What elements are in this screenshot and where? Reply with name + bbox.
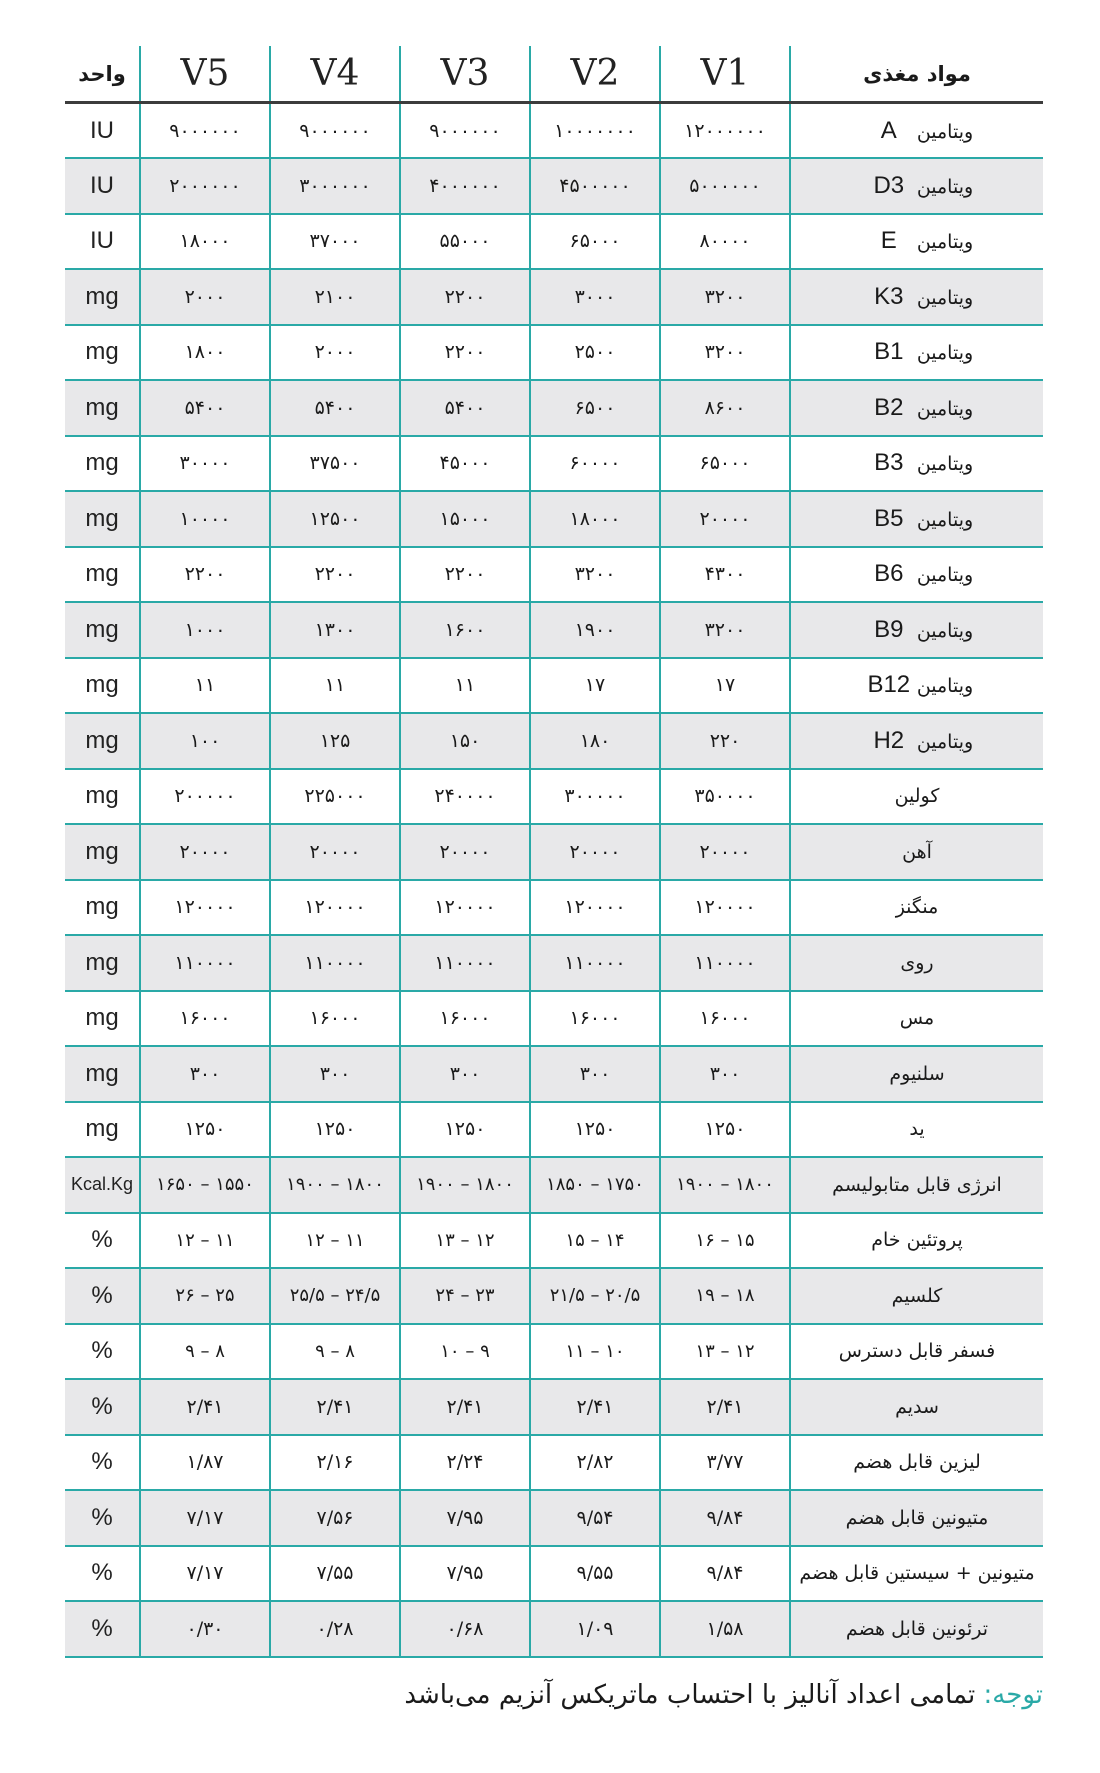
value-cell-v4: ۷/۵۵ — [270, 1546, 400, 1602]
table-row — [65, 380, 1043, 436]
value-cell-v4: ۹۰۰۰۰۰۰ — [270, 103, 400, 159]
nutrient-name-cell — [790, 103, 1043, 159]
value-cell-v5: ۱۶۰۰۰ — [140, 991, 270, 1047]
value-cell-v1: ۹/۸۴ — [660, 1546, 790, 1602]
value-cell-v3: ۱۵۰۰۰ — [400, 491, 530, 547]
nutrient-name-cell — [790, 325, 1043, 381]
vitamin-code: B12 — [867, 671, 911, 699]
value-cell-v5: ۲۵ – ۲۶ — [140, 1268, 270, 1324]
unit-cell: % — [65, 1213, 140, 1269]
value-cell-v2: ۲۰۰۰۰ — [530, 824, 660, 880]
table-row — [65, 1546, 1043, 1602]
value-cell-v3: ۲۲۰۰ — [400, 547, 530, 603]
value-cell-v1: ۵۰۰۰۰۰۰ — [660, 158, 790, 214]
value-cell-v2: ۶۰۰۰۰ — [530, 436, 660, 492]
value-cell-v2: ۱۰ – ۱۱ — [530, 1324, 660, 1380]
table-row — [65, 1490, 1043, 1546]
value-cell-v1: ۱۷ — [660, 658, 790, 714]
column-header-v2: V2 — [530, 46, 660, 103]
value-cell-v2: ۹/۵۵ — [530, 1546, 660, 1602]
value-cell-v2: ۱۲۵۰ — [530, 1102, 660, 1158]
nutrient-column-header: مواد مغذی — [790, 46, 1043, 103]
nutrient-name-cell — [790, 1268, 1043, 1324]
table-row — [65, 935, 1043, 991]
value-cell-v5: ۲۰۰۰۰۰۰ — [140, 158, 270, 214]
vitamin-code: K3 — [874, 282, 904, 310]
value-cell-v5: ۱۱ – ۱۲ — [140, 1213, 270, 1269]
nutrient-name-cell — [790, 991, 1043, 1047]
value-cell-v5: ۰/۳۰ — [140, 1601, 270, 1657]
nutrient-label: ویتامین — [916, 675, 974, 698]
value-cell-v3: ۱۸۰۰ – ۱۹۰۰ — [400, 1157, 530, 1213]
value-cell-v5: ۷/۱۷ — [140, 1490, 270, 1546]
value-cell-v4: ۱۳۰۰ — [270, 602, 400, 658]
unit-cell: IU — [65, 158, 140, 214]
value-cell-v5: ۲۰۰۰۰۰ — [140, 769, 270, 825]
nutrient-label: ویتامین — [916, 397, 974, 420]
value-cell-v3: ۱۲۵۰ — [400, 1102, 530, 1158]
unit-cell: mg — [65, 325, 140, 381]
value-cell-v1: ۱۲۵۰ — [660, 1102, 790, 1158]
value-cell-v1: ۴۳۰۰ — [660, 547, 790, 603]
value-cell-v2: ۱۷۵۰ – ۱۸۵۰ — [530, 1157, 660, 1213]
value-cell-v4: ۲۲۰۰ — [270, 547, 400, 603]
value-cell-v5: ۱۵۵۰ – ۱۶۵۰ — [140, 1157, 270, 1213]
unit-cell: mg — [65, 602, 140, 658]
value-cell-v3: ۱۶۰۰۰ — [400, 991, 530, 1047]
nutrient-name-cell — [790, 1213, 1043, 1269]
value-cell-v1: ۳۵۰۰۰۰ — [660, 769, 790, 825]
value-cell-v5: ۸ – ۹ — [140, 1324, 270, 1380]
nutrient-label: پروتئین خام — [871, 1229, 963, 1252]
column-header-v5: V5 — [140, 46, 270, 103]
value-cell-v1: ۱/۵۸ — [660, 1601, 790, 1657]
nutrient-label: آهن — [902, 840, 932, 863]
nutrient-name-cell — [790, 1490, 1043, 1546]
table-row — [65, 602, 1043, 658]
table-row — [65, 269, 1043, 325]
value-cell-v4: ۲۴/۵ – ۲۵/۵ — [270, 1268, 400, 1324]
table-row — [65, 214, 1043, 270]
nutrient-name-cell — [790, 1435, 1043, 1491]
value-cell-v3: ۱۱ — [400, 658, 530, 714]
table-row — [65, 880, 1043, 936]
unit-cell: IU — [65, 214, 140, 270]
unit-cell: mg — [65, 1102, 140, 1158]
nutrient-label: سدیم — [895, 1395, 939, 1418]
value-cell-v3: ۵۴۰۰ — [400, 380, 530, 436]
nutrient-name-cell — [790, 658, 1043, 714]
value-cell-v3: ۴۵۰۰۰ — [400, 436, 530, 492]
nutrient-name-cell — [790, 436, 1043, 492]
value-cell-v5: ۱۱۰۰۰۰ — [140, 935, 270, 991]
value-cell-v3: ۴۰۰۰۰۰۰ — [400, 158, 530, 214]
nutrient-label: ویتامین — [916, 508, 974, 531]
value-cell-v5: ۱۲۵۰ — [140, 1102, 270, 1158]
value-cell-v5: ۵۴۰۰ — [140, 380, 270, 436]
vitamin-code: H2 — [873, 726, 905, 754]
table-row — [65, 436, 1043, 492]
table-row — [65, 1213, 1043, 1269]
value-cell-v4: ۱۱ – ۱۲ — [270, 1213, 400, 1269]
unit-cell: % — [65, 1435, 140, 1491]
column-header-v4: V4 — [270, 46, 400, 103]
value-cell-v4: ۱۲۵ — [270, 713, 400, 769]
table-row — [65, 158, 1043, 214]
value-cell-v2: ۳۰۰ — [530, 1046, 660, 1102]
nutrient-name-cell — [790, 602, 1043, 658]
table-header-row — [65, 46, 1043, 103]
value-cell-v2: ۲۰/۵ – ۲۱/۵ — [530, 1268, 660, 1324]
value-cell-v3: ۱۲۰۰۰۰ — [400, 880, 530, 936]
nutrient-name-cell — [790, 935, 1043, 991]
value-cell-v5: ۱۱ — [140, 658, 270, 714]
nutrient-label: ویتامین — [916, 120, 974, 143]
unit-cell: mg — [65, 380, 140, 436]
column-header-v1: V1 — [660, 46, 790, 103]
nutrient-label: ویتامین — [916, 286, 974, 309]
nutrient-name-cell — [790, 491, 1043, 547]
value-cell-v3: ۲۴۰۰۰۰ — [400, 769, 530, 825]
value-cell-v2: ۲/۴۱ — [530, 1379, 660, 1435]
unit-cell: mg — [65, 1046, 140, 1102]
value-cell-v2: ۴۵۰۰۰۰۰ — [530, 158, 660, 214]
nutrient-name-cell — [790, 380, 1043, 436]
value-cell-v1: ۳۰۰ — [660, 1046, 790, 1102]
value-cell-v4: ۳۰۰ — [270, 1046, 400, 1102]
value-cell-v3: ۹ – ۱۰ — [400, 1324, 530, 1380]
nutrient-name-cell — [790, 1324, 1043, 1380]
unit-cell: % — [65, 1379, 140, 1435]
value-cell-v4: ۲۱۰۰ — [270, 269, 400, 325]
unit-cell: mg — [65, 713, 140, 769]
unit-cell: mg — [65, 824, 140, 880]
value-cell-v1: ۱۶۰۰۰ — [660, 991, 790, 1047]
nutrient-label: کولین — [894, 785, 940, 808]
footnote-label: توجه: — [983, 1680, 1043, 1710]
nutrient-label: لیزین قابل هضم — [853, 1451, 981, 1474]
unit-cell: mg — [65, 269, 140, 325]
value-cell-v4: ۲۰۰۰۰ — [270, 824, 400, 880]
table-row — [65, 713, 1043, 769]
value-cell-v2: ۳۲۰۰ — [530, 547, 660, 603]
footnote — [404, 1680, 1043, 1710]
value-cell-v5: ۱۸۰۰ — [140, 325, 270, 381]
table-row — [65, 1268, 1043, 1324]
vitamin-code: A — [880, 116, 897, 144]
nutrient-label: ید — [909, 1118, 925, 1141]
nutrient-label: کلسیم — [891, 1284, 943, 1307]
nutrient-label: انرژی قابل متابولیسم — [832, 1173, 1002, 1196]
value-cell-v4: ۱۱ — [270, 658, 400, 714]
value-cell-v1: ۸۶۰۰ — [660, 380, 790, 436]
value-cell-v1: ۱۸ – ۱۹ — [660, 1268, 790, 1324]
value-cell-v2: ۱۸۰ — [530, 713, 660, 769]
value-cell-v5: ۳۰۰ — [140, 1046, 270, 1102]
nutrient-label: مس — [899, 1007, 935, 1030]
value-cell-v1: ۲۲۰ — [660, 713, 790, 769]
table-row — [65, 1435, 1043, 1491]
value-cell-v5: ۱۸۰۰۰ — [140, 214, 270, 270]
unit-cell: Kcal.Kg — [65, 1157, 140, 1213]
value-cell-v2: ۱۴ – ۱۵ — [530, 1213, 660, 1269]
nutrient-label: ویتامین — [916, 564, 974, 587]
table-row — [65, 1157, 1043, 1213]
value-cell-v4: ۷/۵۶ — [270, 1490, 400, 1546]
vitamin-code: B1 — [874, 338, 904, 366]
value-cell-v3: ۷/۹۵ — [400, 1490, 530, 1546]
unit-cell: mg — [65, 658, 140, 714]
unit-cell: % — [65, 1324, 140, 1380]
nutrient-name-cell — [790, 1546, 1043, 1602]
nutrient-label: روی — [900, 951, 934, 974]
value-cell-v5: ۲۲۰۰ — [140, 547, 270, 603]
nutrient-name-cell — [790, 1102, 1043, 1158]
value-cell-v4: ۳۰۰۰۰۰۰ — [270, 158, 400, 214]
value-cell-v5: ۳۰۰۰۰ — [140, 436, 270, 492]
table-row — [65, 547, 1043, 603]
value-cell-v2: ۳۰۰۰۰۰ — [530, 769, 660, 825]
value-cell-v3: ۲/۴۱ — [400, 1379, 530, 1435]
nutrient-name-cell — [790, 713, 1043, 769]
value-cell-v4: ۳۷۰۰۰ — [270, 214, 400, 270]
value-cell-v2: ۱۷ — [530, 658, 660, 714]
value-cell-v1: ۹/۸۴ — [660, 1490, 790, 1546]
value-cell-v1: ۸۰۰۰۰ — [660, 214, 790, 270]
table-row — [65, 1102, 1043, 1158]
nutrient-label: فسفر قابل دسترس — [838, 1340, 996, 1363]
value-cell-v2: ۲۵۰۰ — [530, 325, 660, 381]
unit-cell: IU — [65, 103, 140, 159]
nutrient-name-cell — [790, 880, 1043, 936]
nutrient-name-cell — [790, 158, 1043, 214]
unit-cell: mg — [65, 991, 140, 1047]
value-cell-v3: ۲/۲۴ — [400, 1435, 530, 1491]
value-cell-v5: ۱۰۰۰ — [140, 602, 270, 658]
value-cell-v2: ۱۲۰۰۰۰ — [530, 880, 660, 936]
value-cell-v4: ۱۲۵۰۰ — [270, 491, 400, 547]
table-row — [65, 991, 1043, 1047]
unit-cell: % — [65, 1490, 140, 1546]
table-row — [65, 1046, 1043, 1102]
value-cell-v4: ۱۲۰۰۰۰ — [270, 880, 400, 936]
unit-cell: mg — [65, 547, 140, 603]
value-cell-v3: ۱۶۰۰ — [400, 602, 530, 658]
value-cell-v2: ۱۰۰۰۰۰۰۰ — [530, 103, 660, 159]
value-cell-v5: ۱۲۰۰۰۰ — [140, 880, 270, 936]
value-cell-v1: ۱۲۰۰۰۰۰۰ — [660, 103, 790, 159]
value-cell-v4: ۲/۱۶ — [270, 1435, 400, 1491]
unit-cell: mg — [65, 436, 140, 492]
nutrient-label: منگنز — [895, 896, 939, 919]
value-cell-v3: ۱۲ – ۱۳ — [400, 1213, 530, 1269]
value-cell-v1: ۱۲۰۰۰۰ — [660, 880, 790, 936]
value-cell-v1: ۳/۷۷ — [660, 1435, 790, 1491]
value-cell-v2: ۶۵۰۰ — [530, 380, 660, 436]
value-cell-v1: ۳۲۰۰ — [660, 602, 790, 658]
value-cell-v3: ۲۳ – ۲۴ — [400, 1268, 530, 1324]
table-row — [65, 325, 1043, 381]
value-cell-v3: ۷/۹۵ — [400, 1546, 530, 1602]
value-cell-v2: ۱۱۰۰۰۰ — [530, 935, 660, 991]
nutrient-label: ویتامین — [916, 342, 974, 365]
table-row — [65, 824, 1043, 880]
nutrient-label: ویتامین — [916, 453, 974, 476]
nutrient-label: ویتامین — [916, 175, 974, 198]
unit-cell: % — [65, 1601, 140, 1657]
column-header-v3: V3 — [400, 46, 530, 103]
vitamin-code: D3 — [873, 171, 905, 199]
table-row — [65, 658, 1043, 714]
unit-column-header: واحد — [65, 46, 140, 103]
value-cell-v5: ۱۰۰۰۰ — [140, 491, 270, 547]
nutrient-label: سلنیوم — [889, 1062, 945, 1085]
value-cell-v4: ۱۸۰۰ – ۱۹۰۰ — [270, 1157, 400, 1213]
value-cell-v5: ۹۰۰۰۰۰۰ — [140, 103, 270, 159]
value-cell-v4: ۳۷۵۰۰ — [270, 436, 400, 492]
value-cell-v2: ۱۶۰۰۰ — [530, 991, 660, 1047]
value-cell-v1: ۱۱۰۰۰۰ — [660, 935, 790, 991]
vitamin-code: B3 — [874, 449, 904, 477]
nutrient-name-cell — [790, 214, 1043, 270]
value-cell-v5: ۲/۴۱ — [140, 1379, 270, 1435]
unit-cell: % — [65, 1268, 140, 1324]
value-cell-v3: ۲۰۰۰۰ — [400, 824, 530, 880]
value-cell-v5: ۱۰۰ — [140, 713, 270, 769]
unit-cell: mg — [65, 769, 140, 825]
value-cell-v2: ۱۹۰۰ — [530, 602, 660, 658]
table-row — [65, 491, 1043, 547]
nutrient-label: متیونین قابل هضم — [845, 1506, 989, 1529]
value-cell-v1: ۳۲۰۰ — [660, 269, 790, 325]
value-cell-v3: ۱۱۰۰۰۰ — [400, 935, 530, 991]
vitamin-code: B5 — [874, 504, 904, 532]
table-row — [65, 769, 1043, 825]
table-row — [65, 103, 1043, 159]
table-row — [65, 1601, 1043, 1657]
vitamin-code: E — [880, 227, 897, 255]
value-cell-v2: ۹/۵۴ — [530, 1490, 660, 1546]
footnote-text: تمامی اعداد آنالیز با احتساب ماتریکس آنزیم می‌باشد — [404, 1680, 984, 1710]
value-cell-v3: ۰/۶۸ — [400, 1601, 530, 1657]
value-cell-v4: ۱۱۰۰۰۰ — [270, 935, 400, 991]
value-cell-v4: ۲/۴۱ — [270, 1379, 400, 1435]
vitamin-code: B9 — [874, 615, 904, 643]
value-cell-v1: ۱۲ – ۱۳ — [660, 1324, 790, 1380]
value-cell-v1: ۲۰۰۰۰ — [660, 491, 790, 547]
nutrient-name-cell — [790, 1379, 1043, 1435]
table-row — [65, 1379, 1043, 1435]
value-cell-v2: ۲/۸۲ — [530, 1435, 660, 1491]
nutrient-name-cell — [790, 824, 1043, 880]
nutrient-label: ویتامین — [916, 231, 974, 254]
value-cell-v5: ۲۰۰۰ — [140, 269, 270, 325]
value-cell-v3: ۹۰۰۰۰۰۰ — [400, 103, 530, 159]
nutrient-label: ویتامین — [916, 730, 974, 753]
vitamin-code: B6 — [874, 560, 904, 588]
value-cell-v4: ۱۶۰۰۰ — [270, 991, 400, 1047]
nutrient-label: ترئونین قابل هضم — [845, 1617, 989, 1640]
value-cell-v3: ۳۰۰ — [400, 1046, 530, 1102]
value-cell-v4: ۲۰۰۰ — [270, 325, 400, 381]
value-cell-v2: ۱۸۰۰۰ — [530, 491, 660, 547]
value-cell-v1: ۳۲۰۰ — [660, 325, 790, 381]
value-cell-v3: ۵۵۰۰۰ — [400, 214, 530, 270]
nutrient-name-cell — [790, 1157, 1043, 1213]
unit-cell: mg — [65, 491, 140, 547]
value-cell-v1: ۲۰۰۰۰ — [660, 824, 790, 880]
value-cell-v4: ۸ – ۹ — [270, 1324, 400, 1380]
value-cell-v2: ۱/۰۹ — [530, 1601, 660, 1657]
value-cell-v1: ۱۸۰۰ – ۱۹۰۰ — [660, 1157, 790, 1213]
nutrient-name-cell — [790, 547, 1043, 603]
nutrient-table — [65, 46, 1043, 1658]
nutrient-name-cell — [790, 1601, 1043, 1657]
value-cell-v4: ۰/۲۸ — [270, 1601, 400, 1657]
nutrient-label: متیونین + سیستین قابل هضم — [799, 1562, 1035, 1585]
value-cell-v3: ۲۲۰۰ — [400, 269, 530, 325]
value-cell-v5: ۲۰۰۰۰ — [140, 824, 270, 880]
value-cell-v4: ۵۴۰۰ — [270, 380, 400, 436]
nutrient-label: ویتامین — [916, 619, 974, 642]
nutrient-name-cell — [790, 769, 1043, 825]
table-row — [65, 1324, 1043, 1380]
value-cell-v5: ۷/۱۷ — [140, 1546, 270, 1602]
value-cell-v4: ۱۲۵۰ — [270, 1102, 400, 1158]
unit-cell: mg — [65, 880, 140, 936]
value-cell-v3: ۲۲۰۰ — [400, 325, 530, 381]
value-cell-v4: ۲۲۵۰۰۰ — [270, 769, 400, 825]
value-cell-v1: ۶۵۰۰۰ — [660, 436, 790, 492]
value-cell-v5: ۱/۸۷ — [140, 1435, 270, 1491]
nutrient-name-cell — [790, 269, 1043, 325]
vitamin-code: B2 — [874, 393, 904, 421]
nutrient-name-cell — [790, 1046, 1043, 1102]
value-cell-v1: ۱۵ – ۱۶ — [660, 1213, 790, 1269]
value-cell-v3: ۱۵۰ — [400, 713, 530, 769]
value-cell-v1: ۲/۴۱ — [660, 1379, 790, 1435]
value-cell-v2: ۶۵۰۰۰ — [530, 214, 660, 270]
unit-cell: % — [65, 1546, 140, 1602]
value-cell-v2: ۳۰۰۰ — [530, 269, 660, 325]
unit-cell: mg — [65, 935, 140, 991]
